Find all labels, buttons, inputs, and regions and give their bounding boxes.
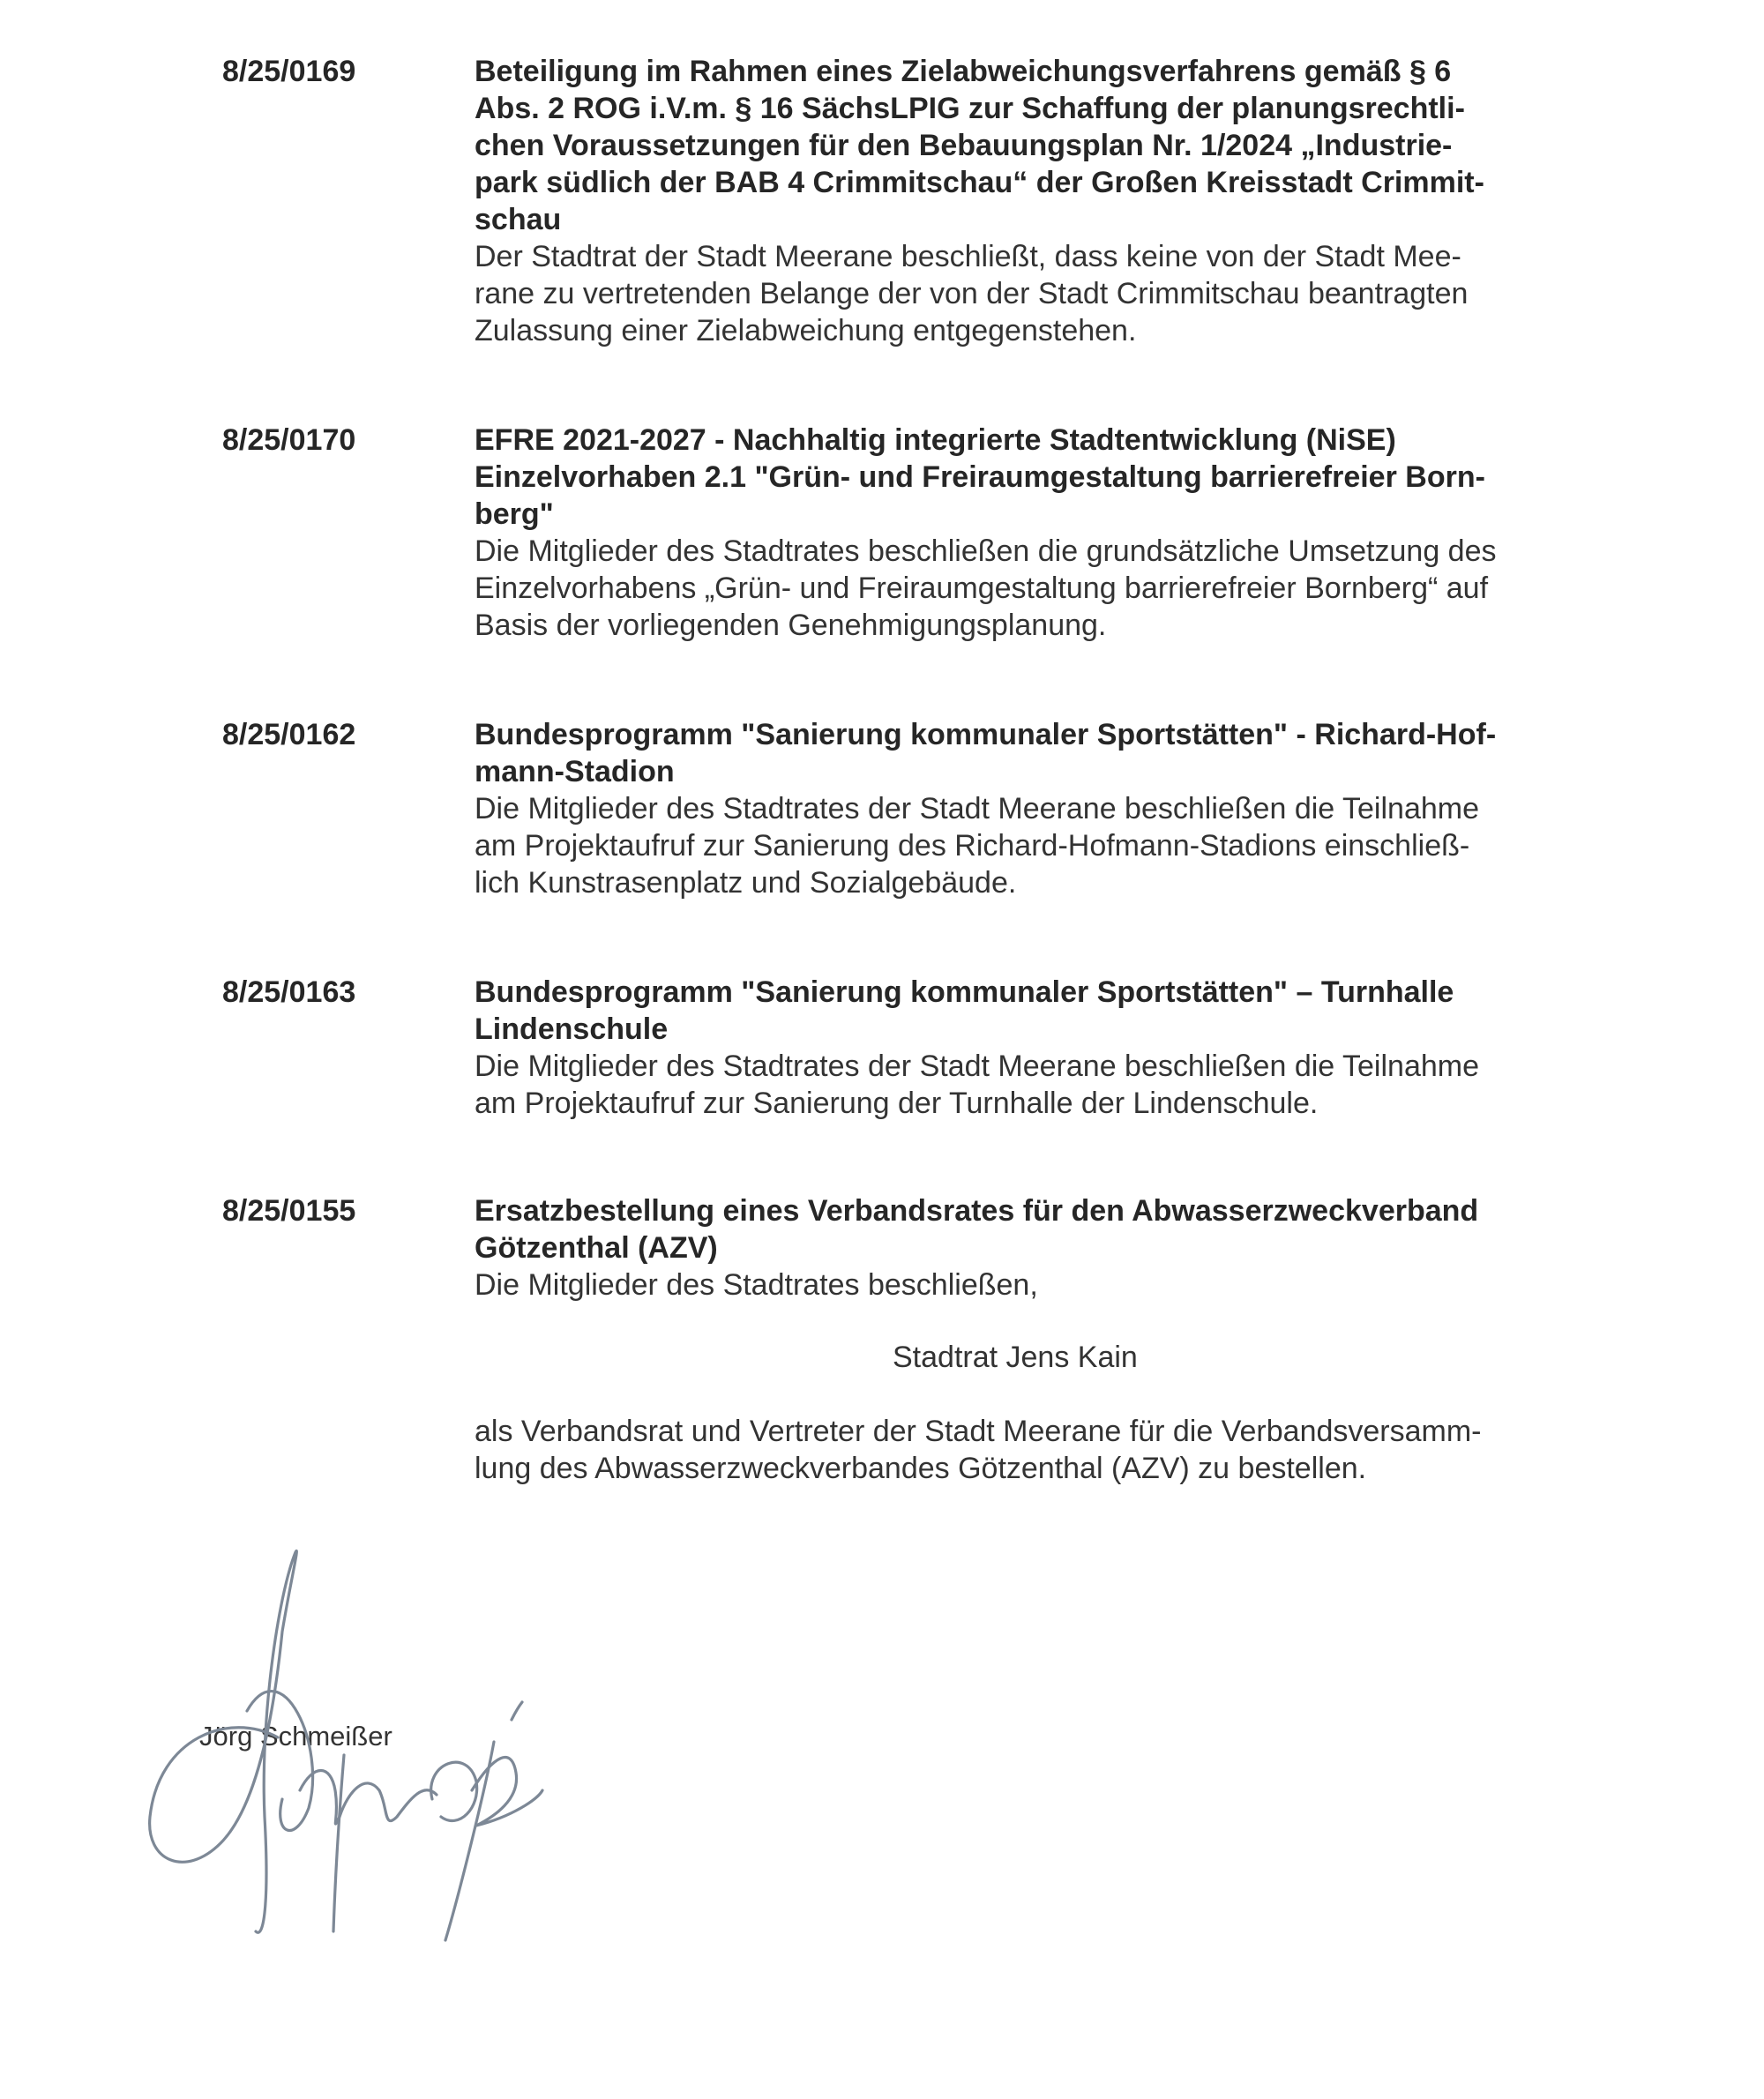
description-line: am Projektaufruf zur Sanierung der Turnhalle der Lindenschule. [475,1087,1319,1120]
title-line: berg" [475,497,554,531]
resolution-number: 8/25/0155 [222,1194,356,1228]
title-line: chen Voraussetzungen für den Bebauungsplan Nr. 1/2024 „Industrie- [475,129,1453,162]
title-line: Bundesprogramm "Sanierung kommunaler Sportstätten" – Turnhalle [475,975,1454,1009]
title-line: schau [475,203,562,236]
resolution-description [475,238,1579,349]
description-line: rane zu vertretenden Belange der von der Stadt Crimmitschau beantragten [475,277,1469,310]
description-line: Die Mitglieder des Stadtrates der Stadt Meerane beschließen die Teilnahme [475,1050,1479,1083]
description-line: Die Mitglieder des Stadtrates beschließen die grundsätzliche Umsetzung des [475,534,1497,568]
title-line: Götzenthal (AZV) [475,1231,718,1265]
resolution-body [475,53,1579,349]
description-line: Zulassung einer Zielabweichung entgegenstehen. [475,314,1137,347]
handwritten-signature [123,1526,617,1949]
resolution-number: 8/25/0170 [222,423,356,457]
description-line: Die Mitglieder des Stadtrates der Stadt Meerane beschließen die Teilnahme [475,792,1479,825]
title-line: park südlich der BAB 4 Crimmitschau“ der Großen Kreisstadt Crimmit- [475,166,1484,199]
description-line: lich Kunstrasenplatz und Sozialgebäude. [475,866,1017,900]
description-line: als Verbandsrat und Vertreter der Stadt Meerane für die Verbandsversamm- [475,1415,1482,1448]
appointee-name: Stadtrat Jens Kain [893,1341,1138,1374]
resolution-number: 8/25/0162 [222,718,356,751]
title-line: mann-Stadion [475,755,675,788]
signature-stroke [431,1762,477,1820]
signature-stroke [445,1742,494,1940]
resolution-body [475,974,1579,1122]
signature-stroke [247,1692,313,1831]
resolution-description [475,790,1579,901]
title-line: Beteiligung im Rahmen eines Zielabweichungsverfahrens gemäß § 6 [475,55,1452,88]
title-line: Bundesprogramm "Sanierung kommunaler Sportstätten" - Richard-Hof- [475,718,1497,751]
resolution-title [475,53,1579,238]
signer-name: Jörg Schmeißer [199,1721,392,1752]
resolution-body [475,422,1579,644]
resolution-number: 8/25/0169 [222,55,356,88]
description-line: Einzelvorhabens „Grün- und Freiraumgestaltung barrierefreier Bornberg“ auf [475,571,1489,605]
closing-text [475,1413,1579,1487]
title-line: Abs. 2 ROG i.V.m. § 16 SächsLPIG zur Schaffung der planungsrechtli- [475,92,1465,125]
closing-paragraph [475,1413,1579,1487]
description-line: Die Mitglieder des Stadtrates beschließen, [475,1268,1038,1302]
signature-stroke [300,1771,437,1825]
title-line: Lindenschule [475,1012,669,1046]
resolution-title [475,1192,1579,1266]
signature-stroke [333,1755,344,1931]
resolution-title [475,716,1579,790]
resolution-number: 8/25/0163 [222,975,356,1009]
title-line: EFRE 2021-2027 - Nachhaltig integrierte Stadtentwicklung (NiSE) [475,423,1396,457]
description-line: Der Stadtrat der Stadt Meerane beschließt, dass keine von der Stadt Mee- [475,240,1461,273]
signature-stroke [512,1702,522,1720]
resolution-description [475,533,1579,644]
description-line: am Projektaufruf zur Sanierung des Richard-Hofmann-Stadions einschließ- [475,829,1470,863]
resolution-body [475,716,1579,901]
signature-stroke [150,1550,297,1932]
resolution-description [475,1048,1579,1122]
resolution-title [475,422,1579,533]
title-line: Ersatzbestellung eines Verbandsrates für den Abwasserzweckverband [475,1194,1479,1228]
resolution-description [475,1266,1579,1303]
title-line: Einzelvorhaben 2.1 "Grün- und Freiraumgestaltung barrierefreier Born- [475,460,1485,494]
description-line: Basis der vorliegenden Genehmigungsplanung. [475,609,1107,642]
resolution-body [475,1192,1579,1303]
description-line: lung des Abwasserzweckverbandes Götzenthal (AZV) zu bestellen. [475,1452,1367,1485]
resolution-title [475,974,1579,1048]
